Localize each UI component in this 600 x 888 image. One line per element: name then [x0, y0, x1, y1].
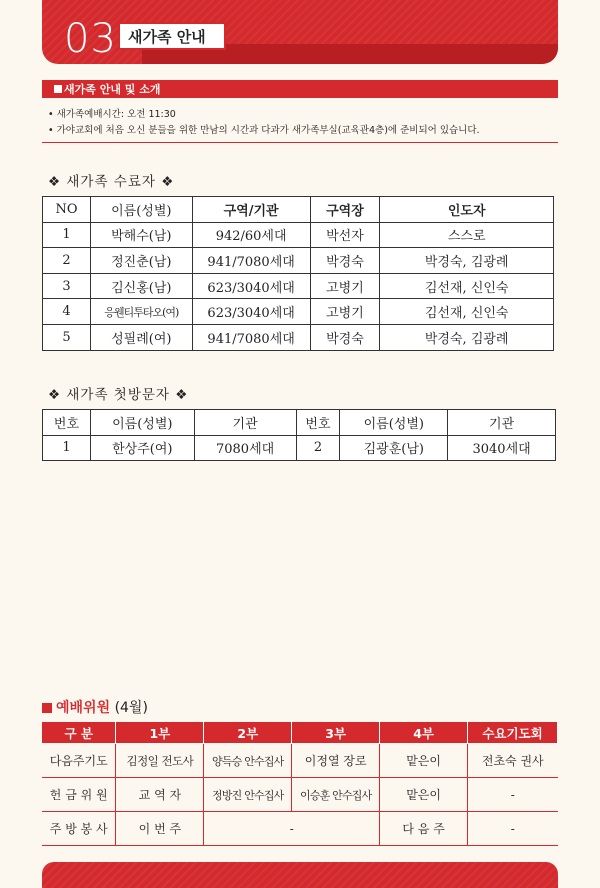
- cell: 이정열 장로: [292, 744, 380, 778]
- worship-month: (4월): [114, 700, 148, 716]
- cell: 헌 금 위 원: [42, 778, 116, 812]
- visitors-table: [42, 409, 556, 461]
- cell: 941/7080세대: [192, 248, 310, 274]
- cell: 박경숙, 김광례: [380, 324, 554, 350]
- table-row: [43, 435, 556, 461]
- column-header: 이름(성별): [340, 410, 448, 436]
- cell: 1: [43, 435, 91, 461]
- table-row: [42, 744, 558, 778]
- footer-band: [42, 862, 558, 888]
- cell: 1: [43, 222, 91, 248]
- cell: 박경숙, 김광례: [380, 248, 554, 274]
- cell: 이 번 주: [116, 812, 204, 846]
- square-bullet-icon: [54, 85, 62, 93]
- table-row: [43, 299, 554, 325]
- cell: 이승훈 안수집사: [292, 778, 380, 812]
- cell: 김선재, 신인숙: [380, 273, 554, 299]
- cell: 2: [43, 248, 91, 274]
- intro-title: 새가족 안내 및 소개: [64, 83, 161, 96]
- divider: [42, 142, 558, 143]
- cell: 7080세대: [194, 435, 296, 461]
- intro-line: • 가야교회에 처음 오신 분들을 위한 만남의 시간과 다과가 새가족부실(교육관4층)에 준비되어 있습니다.: [48, 125, 480, 136]
- visitors-heading: ❖ 새가족 첫방문자 ❖: [48, 387, 189, 403]
- section-number: 03: [64, 16, 117, 62]
- square-bullet-icon: [42, 703, 52, 713]
- table-row: [43, 248, 554, 274]
- cell: 고병기: [310, 273, 380, 299]
- cell: 박경숙: [310, 248, 380, 274]
- cell: 박경숙: [310, 324, 380, 350]
- worship-title: 예배위원: [56, 700, 111, 716]
- cell: 스스로: [380, 222, 554, 248]
- graduates-table: [42, 196, 554, 351]
- cell: 5: [43, 324, 91, 350]
- intro-title-bar: [42, 80, 558, 98]
- column-header: NO: [43, 197, 91, 223]
- cell: 정진춘(남): [90, 248, 192, 274]
- table-header-row: [42, 722, 558, 744]
- cell: 623/3040세대: [192, 273, 310, 299]
- table-row: [43, 222, 554, 248]
- section-title: 새가족 안내: [118, 22, 226, 50]
- column-header: 구 분: [42, 722, 116, 744]
- column-header: 이름(성별): [90, 410, 194, 436]
- cell: -: [468, 812, 558, 846]
- cell: 전초숙 권사: [468, 744, 558, 778]
- cell: 4: [43, 299, 91, 325]
- cell: 맡은이: [380, 778, 468, 812]
- cell: 성필례(여): [90, 324, 192, 350]
- table-row: [43, 273, 554, 299]
- cell: 정방진 안수집사: [204, 778, 292, 812]
- cell: 박선자: [310, 222, 380, 248]
- cell: 박해수(남): [90, 222, 192, 248]
- column-header: 4부: [380, 722, 468, 744]
- column-header: 구역/기관: [192, 197, 310, 223]
- cell: 응웬티투타오(여): [90, 299, 192, 325]
- column-header: 수요기도회: [468, 722, 558, 744]
- cell: 교 역 자: [116, 778, 204, 812]
- table-header-row: [43, 197, 554, 223]
- cell: -: [204, 812, 380, 846]
- cell: 양득승 안수집사: [204, 744, 292, 778]
- column-header: 3부: [292, 722, 380, 744]
- column-header: 1부: [116, 722, 204, 744]
- table-row: [42, 812, 558, 846]
- column-header: 인도자: [380, 197, 554, 223]
- intro-line: • 새가족예배시간: 오전 11:30: [48, 109, 176, 120]
- column-header: 2부: [204, 722, 292, 744]
- column-header: 기관: [194, 410, 296, 436]
- cell: 김정일 전도사: [116, 744, 204, 778]
- cell: 맡은이: [380, 744, 468, 778]
- cell: 주 방 봉 사: [42, 812, 116, 846]
- cell: 941/7080세대: [192, 324, 310, 350]
- column-header: 번호: [296, 410, 340, 436]
- cell: 김광훈(남): [340, 435, 448, 461]
- column-header: 이름(성별): [90, 197, 192, 223]
- cell: 김선재, 신인숙: [380, 299, 554, 325]
- column-header: 번호: [43, 410, 91, 436]
- column-header: 구역장: [310, 197, 380, 223]
- table-row: [43, 324, 554, 350]
- worship-table: [42, 721, 558, 846]
- column-header: 기관: [448, 410, 556, 436]
- cell: 김신홍(남): [90, 273, 192, 299]
- table-row: [42, 778, 558, 812]
- cell: 3: [43, 273, 91, 299]
- cell: 3040세대: [448, 435, 556, 461]
- intro-lines: [48, 107, 480, 139]
- cell: -: [468, 778, 558, 812]
- cell: 623/3040세대: [192, 299, 310, 325]
- table-header-row: [43, 410, 556, 436]
- cell: 2: [296, 435, 340, 461]
- graduates-heading: ❖ 새가족 수료자 ❖: [48, 174, 175, 190]
- cell: 고병기: [310, 299, 380, 325]
- cell: 한상주(여): [90, 435, 194, 461]
- cell: 다음주기도: [42, 744, 116, 778]
- cell: 942/60세대: [192, 222, 310, 248]
- worship-heading: [42, 697, 148, 717]
- cell: 다 음 주: [380, 812, 468, 846]
